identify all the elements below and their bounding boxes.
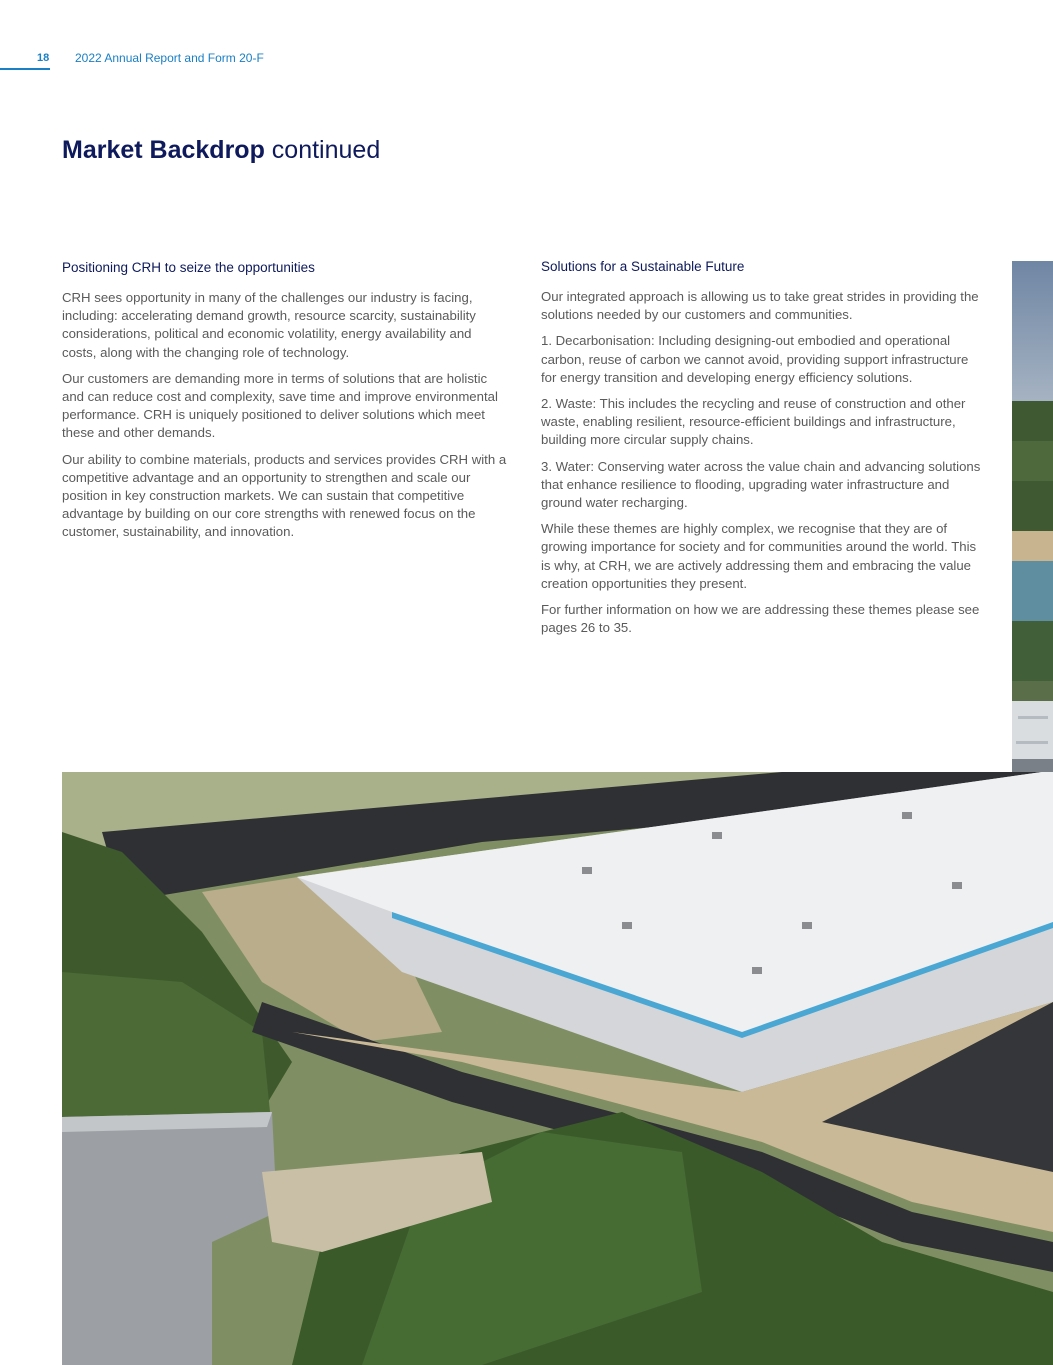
right-paragraph: Our integrated approach is allowing us to take great strides in providing the solutions needed by our customers and communities. <box>541 289 979 323</box>
left-paragraph: Our customers are demanding more in terms of solutions that are holistic and can reduce cost and complexity, save time and improve environmental performance. CRH is uniquely positioned to deliver solutions which meet these and other demands. <box>62 370 498 441</box>
page-header <box>0 48 290 70</box>
right-paragraph: 3. Water: Conserving water across the value chain and advancing solutions that enhance resilience to flooding, upgrading water infrastructure and ground water recharging. <box>541 458 981 511</box>
left-paragraph: CRH sees opportunity in many of the challenges our industry is facing, including: accelerating demand growth, resource scarcity, sustainability considerations, political and economic volatility, energy availability and costs, along with the changing role of technology. <box>62 290 476 360</box>
warehouse-aerial-photo <box>62 772 1053 1365</box>
page-number: 18 <box>37 52 50 64</box>
page-title-bold: Market Backdrop <box>62 136 265 164</box>
report-title: 2022 Annual Report and Form 20-F <box>75 51 264 65</box>
right-paragraph: For further information on how we are addressing these themes please see pages 26 to 35. <box>541 602 980 636</box>
right-paragraph: While these themes are highly complex, we recognise that they are of growing importance for society and for communities around the world. This is why, at CRH, we are actively addressing them and embracing the value creation opportunities they present. <box>541 521 977 591</box>
left-column-heading: Positioning CRH to seize the opportunities <box>62 260 315 275</box>
right-column-heading: Solutions for a Sustainable Future <box>541 259 745 274</box>
left-paragraph: Our ability to combine materials, products and services provides CRH with a competitive advantage and an opportunity to strengthen and scale our position in key construction markets. We can sustain that competitive advantage by building on our core strengths with renewed focus on the customer, sustainability, and innovation. <box>62 451 507 540</box>
left-column <box>62 259 507 550</box>
page-title <box>62 136 380 165</box>
right-paragraph: 1. Decarbonisation: Including designing-out embodied and operational carbon, reuse of carbon we cannot avoid, providing support infrastructure for energy transition and developing energy efficiency solutions. <box>541 333 969 385</box>
header-rule <box>0 68 50 70</box>
right-paragraph: 2. Waste: This includes the recycling and reuse of construction and other waste, enabling resilient, resource-efficient buildings and infrastructure, building more circular supply chains. <box>541 396 966 448</box>
right-column <box>541 258 986 645</box>
aerial-landscape-photo <box>1012 261 1053 772</box>
page-title-light: continued <box>264 136 381 164</box>
